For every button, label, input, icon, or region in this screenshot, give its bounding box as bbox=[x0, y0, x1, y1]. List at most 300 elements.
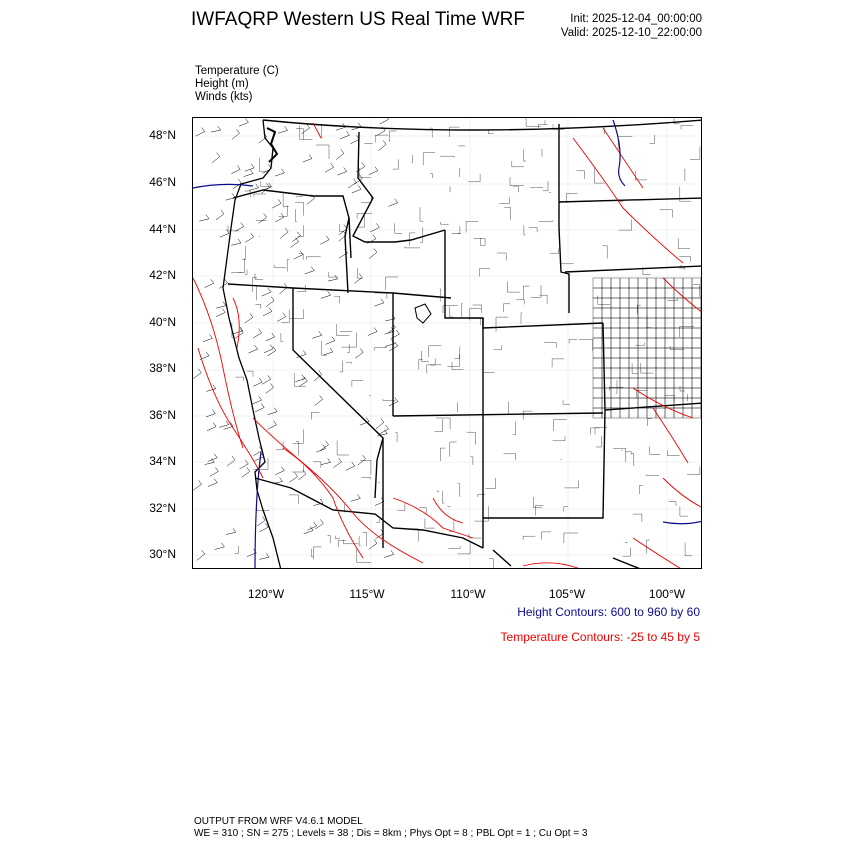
wind-barb bbox=[374, 299, 384, 306]
county-cell bbox=[683, 358, 692, 368]
county-cell bbox=[701, 378, 702, 388]
county-line bbox=[254, 194, 266, 197]
county-cell bbox=[620, 368, 629, 378]
wind-barb bbox=[257, 516, 265, 526]
lon-label-110w: 110°W bbox=[450, 587, 486, 601]
county-line bbox=[499, 197, 509, 203]
county-cell bbox=[701, 338, 702, 348]
wind-barb bbox=[216, 210, 224, 220]
county-cell bbox=[701, 298, 702, 308]
county-line bbox=[521, 313, 522, 324]
county-cell bbox=[683, 368, 692, 378]
county-cell bbox=[620, 388, 629, 398]
county-line bbox=[440, 156, 454, 158]
county-line bbox=[440, 448, 445, 461]
wind-barb bbox=[261, 183, 269, 193]
county-cell bbox=[692, 408, 701, 418]
county-line bbox=[647, 419, 651, 426]
county-line bbox=[637, 305, 641, 314]
wind-barb bbox=[278, 126, 288, 133]
county-cell bbox=[647, 308, 656, 318]
county-cell bbox=[683, 378, 692, 388]
county-cell bbox=[620, 328, 629, 338]
county-line bbox=[550, 248, 559, 253]
wind-barb bbox=[280, 283, 288, 293]
county-line bbox=[540, 295, 548, 304]
county-cell bbox=[692, 368, 701, 378]
county-cell bbox=[665, 338, 674, 348]
wind-barb bbox=[264, 345, 273, 353]
county-cell bbox=[674, 328, 683, 338]
county-line bbox=[632, 363, 638, 373]
county-line bbox=[693, 285, 700, 297]
county-line bbox=[602, 246, 607, 259]
county-cell bbox=[629, 338, 638, 348]
county-line bbox=[516, 300, 524, 305]
county-line bbox=[375, 293, 387, 299]
county-cell bbox=[656, 368, 665, 378]
county-cell bbox=[593, 368, 602, 378]
county-line bbox=[242, 246, 246, 259]
wind-barb bbox=[338, 167, 347, 175]
wind-barb bbox=[289, 473, 297, 483]
wind-barb bbox=[212, 153, 220, 163]
county-cell bbox=[683, 348, 692, 358]
init-time: Init: 2025-12-04_00:00:00 bbox=[570, 13, 702, 25]
county-cell bbox=[629, 288, 638, 298]
wind-barb bbox=[292, 232, 300, 242]
county-line bbox=[278, 205, 287, 216]
wind-barb bbox=[253, 378, 262, 386]
county-line bbox=[361, 477, 370, 479]
county-cell bbox=[593, 288, 602, 298]
wind-barb bbox=[354, 274, 362, 284]
county-line bbox=[235, 546, 239, 554]
county-line bbox=[687, 466, 700, 474]
wind-barb bbox=[275, 213, 284, 222]
county-cell bbox=[656, 298, 665, 308]
county-line bbox=[452, 362, 464, 370]
county-line bbox=[292, 465, 304, 472]
wind-barb bbox=[255, 404, 264, 412]
county-cell bbox=[593, 358, 602, 368]
wind-barb bbox=[299, 377, 307, 387]
wind-barb bbox=[266, 383, 274, 393]
county-line bbox=[544, 343, 556, 348]
county-line bbox=[507, 281, 519, 292]
wind-barb bbox=[239, 118, 248, 126]
county-line bbox=[494, 345, 502, 350]
wind-barb bbox=[326, 337, 335, 345]
county-line bbox=[497, 253, 506, 261]
county-cell bbox=[611, 348, 620, 358]
county-cell bbox=[629, 378, 638, 388]
wind-barb bbox=[272, 199, 281, 208]
wind-barb bbox=[346, 462, 355, 470]
wind-barb bbox=[304, 527, 314, 534]
wind-barb bbox=[316, 445, 325, 453]
county-line bbox=[469, 318, 481, 325]
county-cell bbox=[701, 358, 702, 368]
wind-barb bbox=[305, 267, 315, 274]
county-line bbox=[430, 359, 435, 366]
county-cell bbox=[638, 378, 647, 388]
wind-barb bbox=[262, 288, 271, 296]
county-line bbox=[531, 285, 541, 297]
wind-barb bbox=[315, 395, 323, 405]
wind-barb bbox=[388, 199, 397, 207]
county-cell bbox=[665, 378, 674, 388]
county-cell bbox=[665, 288, 674, 298]
wind-barb bbox=[369, 539, 377, 549]
county-line bbox=[609, 387, 623, 390]
wind-barb bbox=[280, 228, 288, 238]
wind-barb bbox=[226, 194, 236, 201]
county-line bbox=[420, 227, 423, 242]
county-line bbox=[647, 315, 651, 328]
county-line bbox=[337, 441, 349, 456]
wind-barb bbox=[312, 331, 322, 338]
county-line bbox=[436, 418, 450, 429]
county-cell bbox=[692, 388, 701, 398]
wind-barb bbox=[320, 236, 329, 245]
county-line bbox=[470, 309, 481, 321]
county-line bbox=[552, 359, 564, 367]
county-cell bbox=[674, 308, 683, 318]
county-line bbox=[458, 484, 460, 497]
wind-barb bbox=[205, 279, 214, 287]
height-contours-legend: Height Contours: 600 to 960 by 60 bbox=[517, 605, 700, 619]
chart-title: IWFAQRP Western US Real Time WRF bbox=[191, 9, 525, 30]
county-line bbox=[294, 373, 306, 386]
wind-barb bbox=[259, 553, 269, 559]
county-cell bbox=[611, 378, 620, 388]
county-line bbox=[626, 452, 632, 455]
wind-barb bbox=[369, 167, 378, 175]
county-line bbox=[474, 506, 488, 521]
county-cell bbox=[620, 278, 629, 288]
county-line bbox=[295, 209, 297, 221]
county-cell bbox=[593, 298, 602, 308]
county-cell bbox=[683, 338, 692, 348]
county-line bbox=[563, 400, 570, 404]
county-line bbox=[420, 207, 423, 221]
county-line bbox=[336, 536, 340, 539]
county-line bbox=[245, 270, 247, 275]
wind-barb bbox=[275, 169, 285, 176]
county-line bbox=[316, 145, 329, 159]
county-line bbox=[674, 118, 680, 124]
county-cell bbox=[701, 318, 702, 328]
county-line bbox=[361, 196, 371, 203]
county-cell bbox=[665, 388, 674, 398]
county-cell bbox=[647, 388, 656, 398]
county-line bbox=[449, 519, 454, 532]
county-line bbox=[616, 380, 617, 393]
county-cell bbox=[683, 288, 692, 298]
wind-barb bbox=[196, 128, 205, 137]
county-cell bbox=[674, 368, 683, 378]
temperature-contours bbox=[193, 123, 702, 569]
county-cell bbox=[674, 378, 683, 388]
county-cell bbox=[683, 328, 692, 338]
county-cell bbox=[602, 378, 611, 388]
county-line bbox=[322, 341, 328, 355]
county-line bbox=[447, 506, 450, 507]
county-line bbox=[539, 220, 554, 221]
county-line bbox=[443, 491, 445, 503]
lon-label-115w: 115°W bbox=[349, 587, 385, 601]
county-cell bbox=[701, 368, 702, 378]
county-cell bbox=[611, 358, 620, 368]
wind-barb bbox=[260, 523, 269, 532]
county-line bbox=[295, 203, 304, 216]
county-line bbox=[504, 304, 511, 312]
county-line bbox=[504, 207, 510, 220]
wind-barb bbox=[268, 347, 276, 356]
county-cell bbox=[593, 378, 602, 388]
county-cell bbox=[638, 298, 647, 308]
county-line bbox=[419, 360, 423, 370]
county-cell bbox=[638, 308, 647, 318]
lat-label-40n: 40°N bbox=[149, 315, 176, 329]
county-line bbox=[313, 462, 321, 468]
county-line bbox=[314, 547, 322, 559]
county-line bbox=[618, 137, 632, 150]
wind-barb bbox=[368, 328, 377, 336]
wind-barb bbox=[384, 550, 394, 557]
county-cell bbox=[656, 338, 665, 348]
wind-barb bbox=[219, 421, 229, 428]
county-cell bbox=[602, 388, 611, 398]
county-line bbox=[334, 296, 340, 303]
county-line bbox=[290, 309, 304, 318]
wind-barb bbox=[371, 223, 380, 232]
county-cell bbox=[647, 348, 656, 358]
county-line bbox=[650, 447, 661, 455]
county-cell bbox=[656, 408, 665, 418]
county-line bbox=[680, 506, 688, 516]
map-canvas bbox=[193, 118, 702, 569]
county-cell bbox=[692, 298, 701, 308]
county-cell bbox=[692, 358, 701, 368]
county-line bbox=[467, 432, 476, 444]
county-line bbox=[312, 549, 314, 557]
wind-barb bbox=[252, 396, 261, 404]
county-cell bbox=[620, 288, 629, 298]
lon-label-105w: 105°W bbox=[548, 587, 586, 601]
lat-label-34n: 34°N bbox=[149, 454, 176, 468]
county-cell bbox=[620, 338, 629, 348]
state-borders bbox=[228, 120, 702, 569]
county-cell bbox=[602, 278, 611, 288]
county-line bbox=[412, 155, 413, 163]
county-line bbox=[480, 268, 490, 276]
wind-barb bbox=[216, 308, 225, 316]
county-line bbox=[440, 289, 441, 301]
county-line bbox=[340, 224, 344, 231]
county-line bbox=[513, 422, 516, 435]
county-cell bbox=[647, 298, 656, 308]
wind-barb bbox=[333, 458, 341, 468]
county-cell bbox=[656, 278, 665, 288]
county-cell bbox=[692, 328, 701, 338]
county-cell bbox=[647, 358, 656, 368]
county-cell bbox=[629, 278, 638, 288]
county-line bbox=[680, 386, 685, 391]
county-cell bbox=[611, 308, 620, 318]
wind-barb bbox=[298, 470, 306, 480]
county-line bbox=[455, 347, 460, 359]
wind-barb bbox=[302, 124, 310, 134]
county-line bbox=[450, 186, 451, 192]
wind-barb bbox=[227, 456, 235, 466]
wind-barb bbox=[323, 348, 333, 355]
county-cell bbox=[674, 278, 683, 288]
county-cell bbox=[602, 398, 611, 408]
wind-barb bbox=[369, 248, 377, 258]
county-line bbox=[450, 127, 460, 137]
county-line bbox=[449, 546, 461, 549]
county-cell bbox=[593, 398, 602, 408]
wind-barb bbox=[391, 330, 400, 339]
wind-barb bbox=[259, 213, 267, 223]
county-cell bbox=[656, 328, 665, 338]
wind-barb bbox=[208, 479, 217, 487]
county-line bbox=[504, 454, 516, 461]
county-line bbox=[669, 502, 676, 506]
county-line bbox=[307, 257, 321, 260]
county-cell bbox=[629, 308, 638, 318]
county-cell bbox=[656, 378, 665, 388]
lat-label-44n: 44°N bbox=[149, 222, 176, 236]
county-line bbox=[613, 448, 626, 462]
valid-time: Valid: 2025-12-10_22:00:00 bbox=[560, 27, 702, 39]
county-cell bbox=[701, 348, 702, 358]
lon-label-120w: 120°W bbox=[247, 587, 285, 601]
wind-barb bbox=[380, 425, 389, 434]
county-line bbox=[457, 402, 458, 411]
county-cell bbox=[593, 328, 602, 338]
county-line bbox=[342, 333, 357, 348]
county-line bbox=[287, 260, 289, 272]
county-cell bbox=[629, 388, 638, 398]
county-cell bbox=[647, 328, 656, 338]
map-plot-area bbox=[192, 117, 702, 569]
county-line bbox=[512, 161, 524, 167]
county-line bbox=[542, 532, 552, 540]
county-line bbox=[569, 340, 577, 344]
county-line bbox=[681, 125, 693, 129]
wind-barb bbox=[262, 375, 271, 384]
county-line bbox=[539, 124, 548, 128]
county-line bbox=[485, 478, 495, 489]
county-line bbox=[386, 277, 399, 290]
county-cell bbox=[674, 388, 683, 398]
lat-label-30n: 30°N bbox=[149, 547, 176, 561]
county-line bbox=[621, 450, 622, 451]
county-cell bbox=[611, 368, 620, 378]
county-cell bbox=[656, 308, 665, 318]
county-cell bbox=[602, 368, 611, 378]
county-line bbox=[576, 171, 584, 179]
wind-barb bbox=[275, 467, 284, 475]
lat-label-42n: 42°N bbox=[149, 268, 176, 282]
wind-barb bbox=[211, 126, 221, 132]
county-line bbox=[670, 346, 684, 349]
wind-barb bbox=[231, 239, 241, 245]
wind-barb bbox=[203, 334, 212, 342]
county-cell bbox=[611, 288, 620, 298]
wind-barb bbox=[193, 480, 201, 490]
county-line bbox=[473, 305, 482, 313]
wind-barb bbox=[244, 170, 254, 177]
county-line bbox=[460, 169, 461, 177]
county-cell bbox=[701, 408, 702, 418]
county-cell bbox=[647, 408, 656, 418]
county-line bbox=[405, 246, 420, 248]
county-line bbox=[430, 174, 432, 178]
wind-barb bbox=[378, 140, 386, 150]
county-cell bbox=[638, 328, 647, 338]
county-line bbox=[447, 355, 459, 367]
lat-label-46n: 46°N bbox=[149, 175, 176, 189]
wind-barb bbox=[355, 348, 363, 358]
wind-barb bbox=[199, 215, 209, 221]
county-line bbox=[379, 482, 380, 483]
county-cell bbox=[638, 338, 647, 348]
county-cell bbox=[602, 288, 611, 298]
county-cell bbox=[611, 328, 620, 338]
county-cell bbox=[620, 378, 629, 388]
county-cell bbox=[611, 338, 620, 348]
county-cell bbox=[620, 298, 629, 308]
county-line bbox=[564, 533, 578, 543]
county-line bbox=[466, 221, 478, 232]
county-line bbox=[375, 348, 388, 351]
county-cell bbox=[656, 388, 665, 398]
wind-barb bbox=[352, 185, 361, 193]
county-line bbox=[389, 131, 396, 142]
county-cell bbox=[692, 308, 701, 318]
county-line bbox=[489, 559, 493, 569]
model-info-line1: OUTPUT FROM WRF V4.6.1 MODEL bbox=[194, 816, 363, 827]
county-line bbox=[632, 454, 634, 466]
county-cell bbox=[656, 348, 665, 358]
lat-label-32n: 32°N bbox=[149, 501, 176, 515]
county-line bbox=[636, 343, 645, 345]
wind-barb bbox=[376, 418, 384, 428]
county-cell bbox=[629, 358, 638, 368]
county-line bbox=[283, 193, 289, 206]
county-cell bbox=[611, 278, 620, 288]
county-line bbox=[259, 158, 269, 171]
model-info-line2: WE = 310 ; SN = 275 ; Levels = 38 ; Dis = 8km ; Phys Opt = 8 ; PBL Opt = 1 ; Cu Opt = 3 bbox=[194, 828, 588, 839]
county-line bbox=[553, 436, 566, 441]
county-cell bbox=[611, 388, 620, 398]
county-line bbox=[337, 324, 350, 335]
county-cell bbox=[593, 308, 602, 318]
county-line bbox=[435, 419, 443, 432]
field-height-label: Height (m) bbox=[195, 78, 249, 90]
county-line bbox=[232, 273, 243, 274]
lat-label-38n: 38°N bbox=[149, 361, 176, 375]
county-cell bbox=[701, 308, 702, 318]
wind-barb bbox=[232, 129, 240, 139]
county-line bbox=[530, 187, 542, 188]
county-cell bbox=[638, 288, 647, 298]
county-line bbox=[470, 457, 473, 465]
